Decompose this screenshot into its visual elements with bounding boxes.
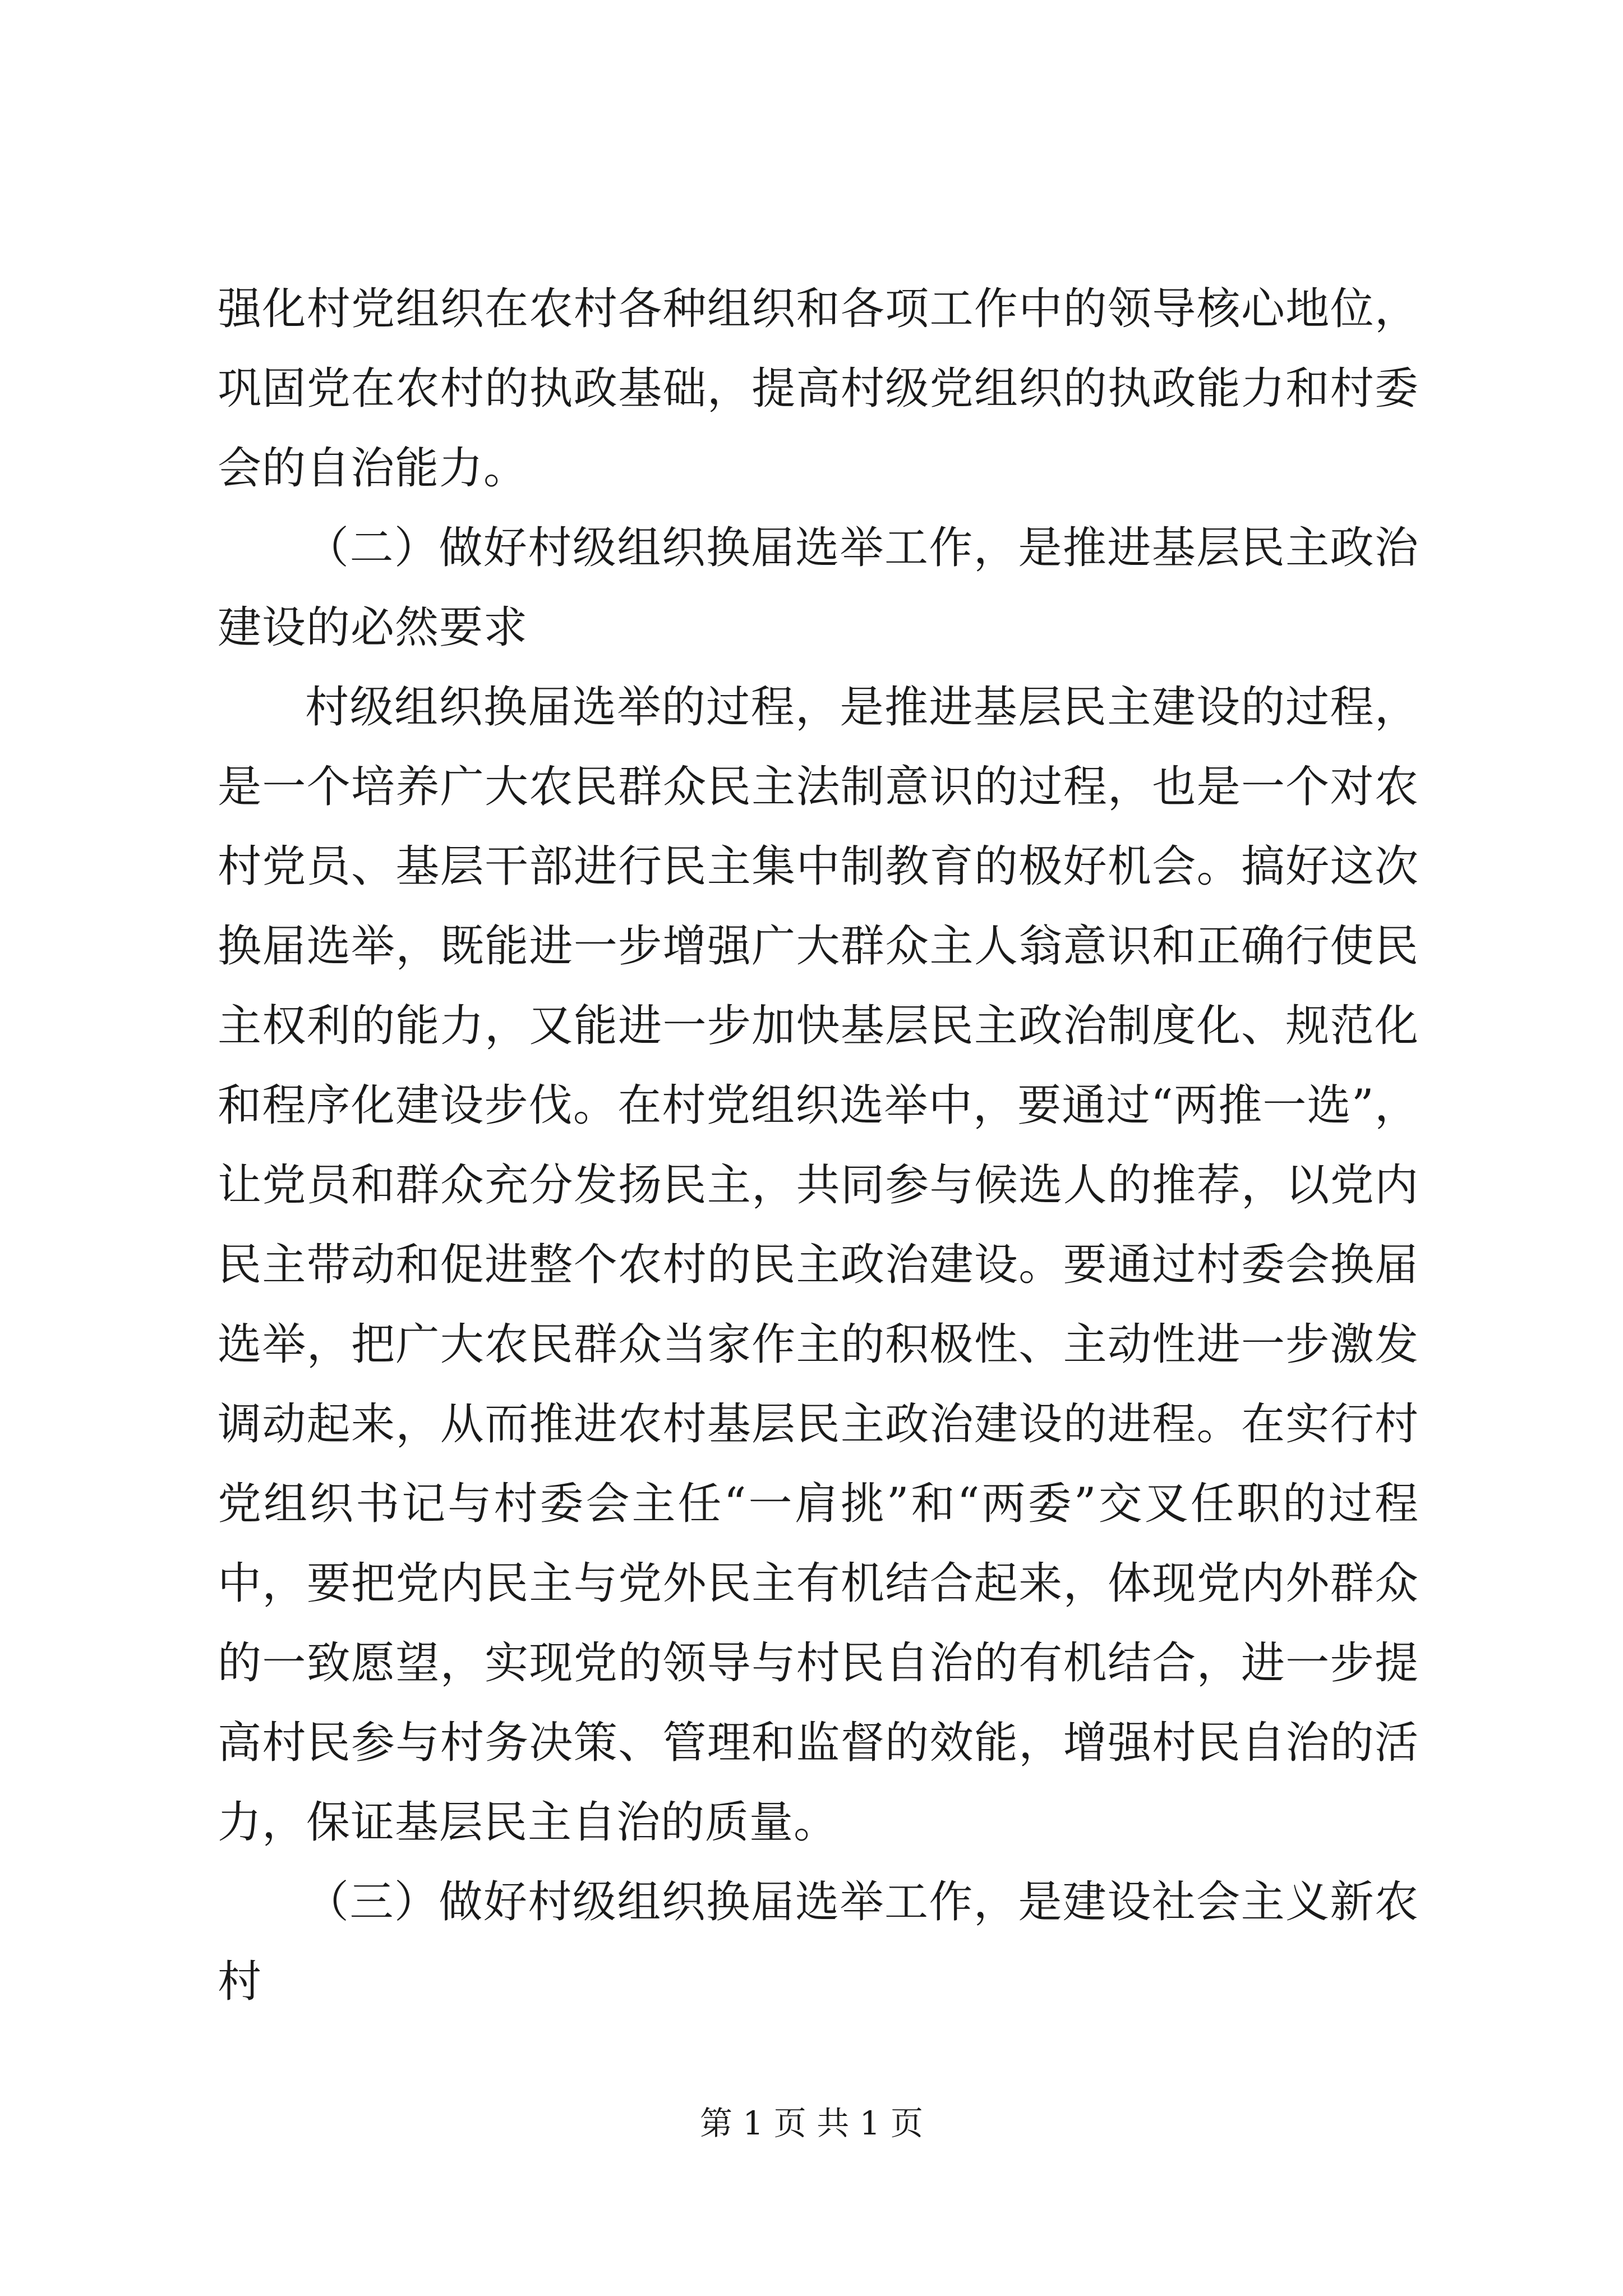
document-body [218, 269, 1419, 2022]
section-heading-two: （二）做好村级组织换届选举工作，是推进基层民主政治建设的必然要求 [218, 523, 1419, 653]
page-number-footer: 第 1 页 共 1 页 [700, 2104, 923, 2142]
paragraph-continuation: 强化村党组织在农村各种组织和各项工作中的领导核心地位，巩固党在农村的执政基础，提高村级党组织的执政能力和村委会的自治能力。 [218, 284, 1419, 494]
paragraph-election-process: 村级组织换届选举的过程，是推进基层民主建设的过程，是一个培养广大农民群众民主法制意识的过程，也是一个对农村党员、基层干部进行民主集中制教育的极好机会。搞好这次换届选举，既能进一步增强广大群众主人翁意识和正确行使民主权利的能力，又能进一步加快基层民主政治制度化、规范化和程序化建设步伐。在村党组织选举中，要通过“两推一选”，让党员和群众充分发扬民主，共同参与候选人的推荐，以党内民主带动和促进整个农村的民主政治建设。要通过村委会换届选举，把广大农民群众当家作主的积极性、主动性进一步激发调动起来，从而推进农村基层民主政治建设的进程。在实行村党组织书记与村委会主任“一肩挑”和“两委”交叉任职的过程中，要把党内民主与党外民主有机结合起来，体现党内外群众的一致愿望，实现党的领导与村民自治的有机结合，进一步提高村民参与村务决策、管理和监督的效能，增强村民自治的活力，保证基层民主自治的质量。 [218, 682, 1419, 1848]
section-heading-three: （三）做好村级组织换届选举工作，是建设社会主义新农村 [218, 1877, 1419, 2007]
